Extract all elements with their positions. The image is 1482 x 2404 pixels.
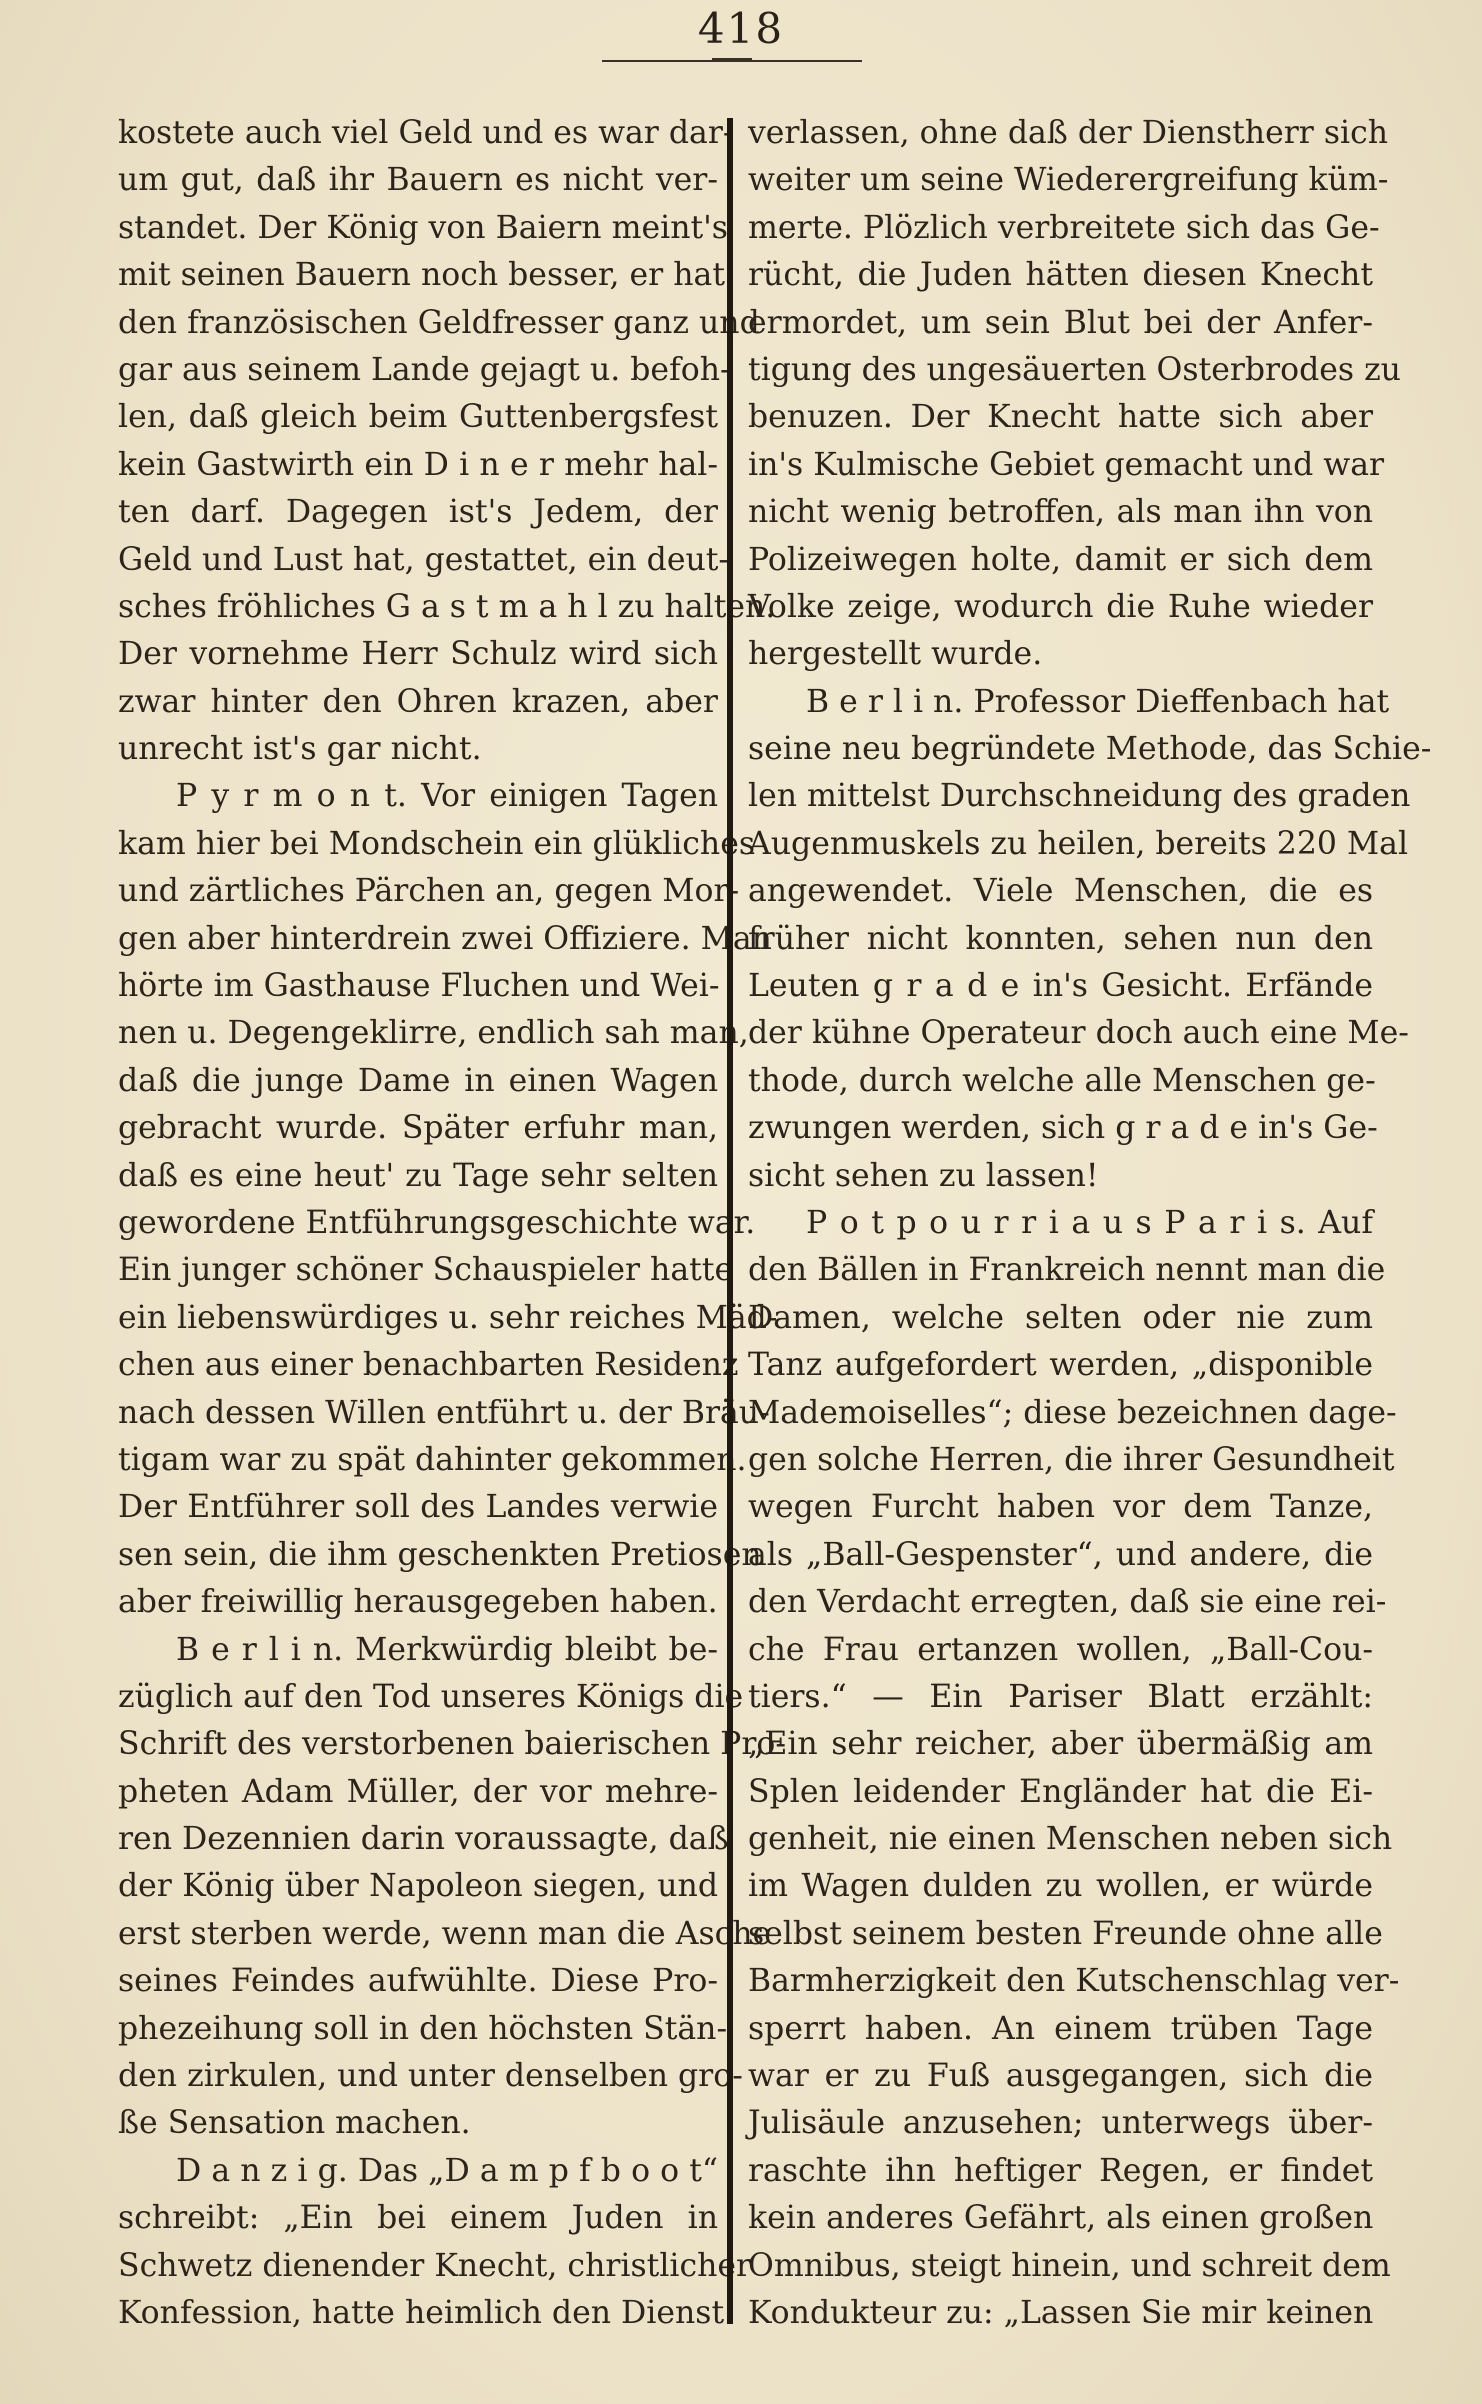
text-line: B e r l i n. Professor Dieffenbach hat xyxy=(806,683,1390,720)
text-line: Geld und Lust hat, gestattet, ein deut- xyxy=(118,541,730,578)
text-line: raschte ihn heftiger Regen, er findet xyxy=(748,2152,1373,2189)
text-line: Augenmuskels zu heilen, bereits 220 Mal xyxy=(748,825,1409,862)
text-line: sicht sehen zu lassen! xyxy=(748,1157,1099,1194)
text-line: gen aber hinterdrein zwei Offiziere. Man xyxy=(118,920,772,957)
text-line: pheten Adam Müller, der vor mehre- xyxy=(118,1773,718,1810)
text-line: Omnibus, steigt hinein, und schreit dem xyxy=(748,2247,1391,2284)
text-line: Splen leidender Engländer hat die Ei- xyxy=(748,1773,1373,1810)
header-rule xyxy=(602,60,862,62)
text-line: P y r m o n t. Vor einigen Tagen xyxy=(176,778,718,815)
text-line: Ein junger schöner Schauspieler hatte xyxy=(118,1252,734,1289)
text-line: Volke zeige, wodurch die Ruhe wieder xyxy=(748,588,1373,625)
text-line: nen u. Degengeklirre, endlich sah man, xyxy=(118,1015,749,1052)
text-line: hörte im Gasthause Fluchen und Wei- xyxy=(118,968,720,1005)
text-line: züglich auf den Tod unseres Königs die xyxy=(118,1678,744,1715)
text-line: als „Ball-Gespenster“, und andere, die xyxy=(748,1536,1373,1573)
text-line: thode, durch welche alle Menschen ge- xyxy=(748,1062,1376,1099)
text-line: benuzen. Der Knecht hatte sich aber xyxy=(748,399,1373,436)
text-line: Der Entführer soll des Landes verwie xyxy=(118,1489,718,1526)
text-line: früher nicht konnten, sehen nun den xyxy=(748,920,1373,957)
text-line: Damen, welche selten oder nie zum xyxy=(748,1299,1373,1336)
text-line: ermordet, um sein Blut bei der Anfer- xyxy=(748,304,1373,341)
text-line: tigung des ungesäuerten Osterbrodes zu xyxy=(748,351,1401,388)
text-line: angewendet. Viele Menschen, die es xyxy=(748,873,1373,910)
text-line: Schwetz dienender Knecht, christlicher xyxy=(118,2247,752,2284)
text-line: und zärtliches Pärchen an, gegen Mor- xyxy=(118,873,740,910)
text-line: hergestellt wurde. xyxy=(748,636,1043,673)
text-line: kein Gastwirth ein D i n e r mehr hal- xyxy=(118,446,718,483)
text-line: ein liebenswürdiges u. sehr reiches Mäd- xyxy=(118,1299,778,1336)
text-line: gebracht wurde. Später erfuhr man, xyxy=(118,1110,718,1147)
text-line: kostete auch viel Geld und es war dar- xyxy=(118,115,734,151)
text-line: sches fröhliches G a s t m a h l zu halten. xyxy=(118,588,776,625)
text-line: genheit, nie einen Menschen neben sich xyxy=(748,1821,1393,1858)
text-line: Kondukteur zu: „Lassen Sie mir keinen xyxy=(748,2294,1374,2331)
page-number: 418 xyxy=(697,4,785,53)
text-line: tigam war zu spät dahinter gekommen. xyxy=(118,1441,747,1478)
text-line: Barmherzigkeit den Kutschenschlag ver- xyxy=(748,1963,1400,2000)
left-column xyxy=(118,110,787,2337)
text-line: der König über Napoleon siegen, und xyxy=(118,1868,718,1905)
text-line: Polizeiwegen holte, damit er sich dem xyxy=(748,541,1373,578)
text-line: ten darf. Dagegen ist's Jedem, der xyxy=(118,494,718,531)
text-line: sperrt haben. An einem trüben Tage xyxy=(748,2010,1373,2047)
text-line: che Frau ertanzen wollen, „Ball-Cou- xyxy=(748,1631,1373,1668)
text-line: Tanz aufgefordert werden, „disponible xyxy=(748,1347,1373,1384)
text-line: in's Kulmische Gebiet gemacht und war xyxy=(748,446,1385,483)
text-line: gar aus seinem Lande gejagt u. befoh- xyxy=(118,351,731,388)
text-line: selbst seinem besten Freunde ohne alle xyxy=(748,1915,1383,1952)
text-line: gen solche Herren, die ihrer Gesundheit xyxy=(748,1441,1395,1478)
text-line: gewordene Entführungsgeschichte war. xyxy=(118,1204,756,1241)
text-line: „Ein sehr reicher, aber übermäßig am xyxy=(748,1726,1373,1763)
text-line: standet. Der König von Baiern meint's xyxy=(118,209,728,246)
text-line: P o t p o u r r i a u s P a r i s. Auf xyxy=(806,1204,1373,1241)
text-line: weiter um seine Wiederergreifung küm- xyxy=(748,162,1389,199)
right-column xyxy=(748,110,1432,2337)
text-line: len mittelst Durchschneidung des graden xyxy=(748,778,1411,815)
text-line: merte. Plözlich verbreitete sich das Ge- xyxy=(748,209,1380,246)
text-line: daß es eine heut' zu Tage sehr selten xyxy=(118,1157,718,1194)
text-line: kam hier bei Mondschein ein glükliches xyxy=(118,825,756,862)
text-line: seine neu begründete Methode, das Schie- xyxy=(748,731,1432,768)
text-line: rücht, die Juden hätten diesen Knecht xyxy=(748,257,1373,294)
text-line: erst sterben werde, wenn man die Asche xyxy=(118,1915,772,1952)
text-line: Leuten g r a d e in's Gesicht. Erfände xyxy=(748,968,1373,1005)
text-line: Konfession, hatte heimlich den Dienst xyxy=(118,2294,725,2331)
text-line: den zirkulen, und unter denselben gro- xyxy=(118,2058,743,2095)
text-line: um gut, daß ihr Bauern es nicht ver- xyxy=(118,162,718,199)
text-line: den Bällen in Frankreich nennt man die xyxy=(748,1252,1386,1289)
text-line: wegen Furcht haben vor dem Tanze, xyxy=(748,1489,1373,1526)
text-line: Schrift des verstorbenen baierischen Pro- xyxy=(118,1726,787,1763)
text-line: phezeihung soll in den höchsten Stän- xyxy=(118,2010,728,2047)
text-line: D a n z i g. Das „D a m p f b o o t“ xyxy=(176,2152,718,2189)
text-line: nicht wenig betroffen, als man ihn von xyxy=(748,494,1373,531)
text-line: zwar hinter den Ohren krazen, aber xyxy=(118,683,718,720)
text-line: ren Dezennien darin voraussagte, daß xyxy=(118,1821,729,1858)
text-line: verlassen, ohne daß der Dienstherr sich xyxy=(748,115,1389,151)
text-line: Der vornehme Herr Schulz wird sich xyxy=(118,636,718,673)
text-line: Mademoiselles“; diese bezeichnen dage- xyxy=(748,1394,1397,1431)
text-line: im Wagen dulden zu wollen, er würde xyxy=(748,1868,1373,1905)
text-line: den Verdacht erregten, daß sie eine rei- xyxy=(748,1584,1387,1621)
text-line: ße Sensation machen. xyxy=(118,2105,471,2142)
text-line: mit seinen Bauern noch besser, er hat xyxy=(118,257,725,294)
text-line: unrecht ist's gar nicht. xyxy=(118,731,482,768)
text-line: B e r l i n. Merkwürdig bleibt be- xyxy=(176,1631,718,1668)
text-line: daß die junge Dame in einen Wagen xyxy=(118,1062,718,1099)
text-line: der kühne Operateur doch auch eine Me- xyxy=(748,1015,1409,1052)
text-line: war er zu Fuß ausgegangen, sich die xyxy=(748,2058,1373,2095)
text-line: len, daß gleich beim Guttenbergsfest xyxy=(118,399,718,436)
text-line: nach dessen Willen entführt u. der Bräu- xyxy=(118,1394,770,1431)
text-line: kein anderes Gefährt, als einen großen xyxy=(748,2200,1374,2237)
text-line: zwungen werden, sich g r a d e in's Ge- xyxy=(748,1110,1378,1147)
column-divider xyxy=(727,118,733,2324)
text-line: chen aus einer benachbarten Residenz xyxy=(118,1347,739,1384)
text-line: sen sein, die ihm geschenkten Pretiosen xyxy=(118,1536,762,1573)
text-line: den französischen Geldfresser ganz und xyxy=(118,304,760,341)
text-line: aber freiwillig herausgegeben haben. xyxy=(118,1584,718,1621)
text-line: Julisäule anzusehen; unterwegs über- xyxy=(748,2105,1373,2142)
text-line: tiers.“ — Ein Pariser Blatt erzählt: xyxy=(748,1678,1373,1715)
text-line: schreibt: „Ein bei einem Juden in xyxy=(118,2200,718,2237)
text-line: seines Feindes aufwühlte. Diese Pro- xyxy=(118,1963,718,2000)
